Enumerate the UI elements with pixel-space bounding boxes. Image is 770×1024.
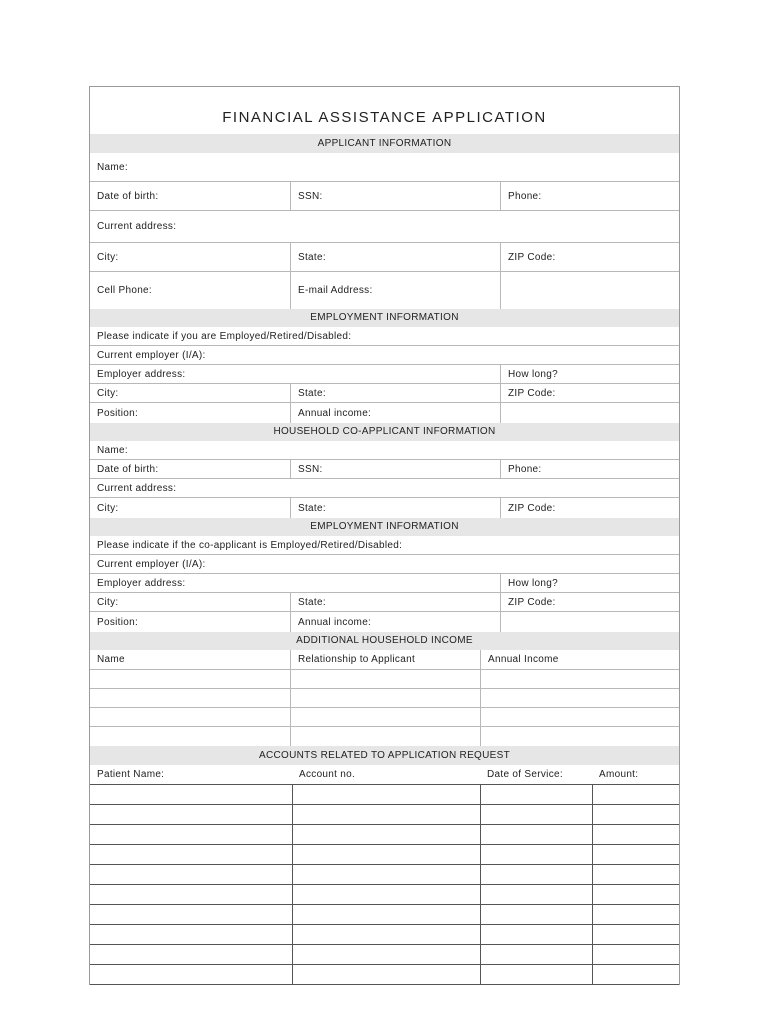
income-cell-name[interactable] bbox=[90, 689, 290, 707]
applicant-dob-field[interactable]: Date of birth: bbox=[97, 190, 159, 202]
accounts-cell-patient[interactable] bbox=[90, 805, 292, 824]
accounts-cell-amount[interactable] bbox=[592, 945, 679, 964]
accounts-cell-patient[interactable] bbox=[90, 905, 292, 924]
accounts-table-row bbox=[90, 845, 679, 865]
accounts-cell-patient[interactable] bbox=[90, 785, 292, 804]
accounts-cell-patient[interactable] bbox=[90, 865, 292, 884]
accounts-table-row bbox=[90, 925, 679, 945]
income-cell-annual[interactable] bbox=[480, 670, 679, 688]
co-position-field[interactable]: Position: bbox=[97, 616, 139, 628]
accounts-cell-date[interactable] bbox=[480, 865, 592, 884]
accounts-cell-account[interactable] bbox=[292, 965, 480, 984]
accounts-col-account: Account no. bbox=[299, 769, 356, 780]
income-cell-annual[interactable] bbox=[480, 689, 679, 707]
accounts-cell-patient[interactable] bbox=[90, 965, 292, 984]
income-col-annual: Annual Income bbox=[480, 650, 679, 669]
accounts-cell-account[interactable] bbox=[292, 845, 480, 864]
household-income-section-header: ADDITIONAL HOUSEHOLD INCOME bbox=[90, 632, 679, 650]
accounts-header-row bbox=[90, 765, 679, 785]
income-cell-relationship[interactable] bbox=[290, 708, 480, 726]
accounts-table-row bbox=[90, 905, 679, 925]
accounts-section-header: ACCOUNTS RELATED TO APPLICATION REQUEST bbox=[90, 746, 679, 765]
applicant-email-field[interactable]: E-mail Address: bbox=[290, 272, 500, 309]
applicant-state-field[interactable]: State: bbox=[290, 243, 500, 271]
income-col-relationship: Relationship to Applicant bbox=[290, 650, 480, 669]
accounts-col-amount: Amount: bbox=[599, 769, 639, 780]
accounts-cell-amount[interactable] bbox=[592, 865, 679, 884]
accounts-cell-amount[interactable] bbox=[592, 905, 679, 924]
employer-address-field[interactable]: Employer address: bbox=[97, 368, 186, 380]
accounts-cell-amount[interactable] bbox=[592, 805, 679, 824]
income-cell-annual[interactable] bbox=[480, 708, 679, 726]
accounts-cell-amount[interactable] bbox=[592, 885, 679, 904]
accounts-cell-account[interactable] bbox=[292, 825, 480, 844]
income-col-name: Name bbox=[97, 654, 125, 665]
applicant-extra-field[interactable] bbox=[500, 272, 679, 309]
applicant-phone-field[interactable]: Phone: bbox=[500, 182, 679, 210]
accounts-cell-account[interactable] bbox=[292, 885, 480, 904]
income-cell-name[interactable] bbox=[90, 708, 290, 726]
employer-city-field[interactable]: City: bbox=[97, 387, 119, 399]
accounts-col-patient: Patient Name: bbox=[97, 769, 165, 780]
accounts-table-row bbox=[90, 965, 679, 985]
applicant-ssn-field[interactable]: SSN: bbox=[290, 182, 500, 210]
accounts-cell-account[interactable] bbox=[292, 945, 480, 964]
how-long-field[interactable]: How long? bbox=[500, 365, 679, 383]
co-employer-city-field[interactable]: City: bbox=[97, 596, 119, 608]
accounts-cell-date[interactable] bbox=[480, 785, 592, 804]
employer-state-field[interactable]: State: bbox=[290, 384, 500, 402]
coapplicant-phone-field[interactable]: Phone: bbox=[500, 460, 679, 478]
employment-status-field[interactable]: Please indicate if you are Employed/Retired/Disabled: bbox=[97, 330, 352, 342]
applicant-zip-field[interactable]: ZIP Code: bbox=[500, 243, 679, 271]
accounts-table-body bbox=[90, 785, 679, 985]
accounts-cell-date[interactable] bbox=[480, 925, 592, 944]
accounts-cell-date[interactable] bbox=[480, 825, 592, 844]
co-employment-section-header: EMPLOYMENT INFORMATION bbox=[90, 518, 679, 536]
accounts-table-row bbox=[90, 785, 679, 805]
income-cell-annual[interactable] bbox=[480, 727, 679, 746]
accounts-cell-account[interactable] bbox=[292, 905, 480, 924]
accounts-cell-patient[interactable] bbox=[90, 825, 292, 844]
annual-income-field[interactable]: Annual income: bbox=[290, 403, 500, 423]
applicant-address-field[interactable]: Current address: bbox=[97, 221, 177, 232]
accounts-cell-account[interactable] bbox=[292, 805, 480, 824]
accounts-table-row bbox=[90, 865, 679, 885]
current-employer-field[interactable]: Current employer (I/A): bbox=[97, 349, 206, 361]
income-cell-relationship[interactable] bbox=[290, 670, 480, 688]
co-position-extra-field[interactable] bbox=[500, 612, 679, 632]
income-cell-name[interactable] bbox=[90, 727, 290, 746]
application-form bbox=[89, 86, 680, 985]
accounts-cell-patient[interactable] bbox=[90, 885, 292, 904]
accounts-cell-date[interactable] bbox=[480, 885, 592, 904]
co-employer-state-field[interactable]: State: bbox=[290, 593, 500, 611]
accounts-table-row bbox=[90, 945, 679, 965]
co-current-employer-field[interactable]: Current employer (I/A): bbox=[97, 558, 206, 570]
accounts-cell-account[interactable] bbox=[292, 925, 480, 944]
accounts-cell-amount[interactable] bbox=[592, 925, 679, 944]
employment-section-header: EMPLOYMENT INFORMATION bbox=[90, 309, 679, 327]
accounts-col-date: Date of Service: bbox=[487, 769, 563, 780]
form-title: FINANCIAL ASSISTANCE APPLICATION bbox=[222, 109, 547, 126]
accounts-cell-patient[interactable] bbox=[90, 845, 292, 864]
accounts-cell-amount[interactable] bbox=[592, 825, 679, 844]
co-employer-address-field[interactable]: Employer address: bbox=[97, 577, 186, 589]
accounts-cell-date[interactable] bbox=[480, 805, 592, 824]
accounts-cell-amount[interactable] bbox=[592, 845, 679, 864]
income-cell-name[interactable] bbox=[90, 670, 290, 688]
coapplicant-section-header: HOUSEHOLD CO-APPLICANT INFORMATION bbox=[90, 423, 679, 441]
applicant-section-header: APPLICANT INFORMATION bbox=[90, 134, 679, 153]
accounts-cell-date[interactable] bbox=[480, 945, 592, 964]
income-cell-relationship[interactable] bbox=[290, 689, 480, 707]
accounts-cell-date[interactable] bbox=[480, 965, 592, 984]
position-extra-field[interactable] bbox=[500, 403, 679, 423]
household-income-header-row bbox=[90, 650, 679, 670]
applicant-cell-phone-field[interactable]: Cell Phone: bbox=[97, 285, 152, 296]
accounts-cell-patient[interactable] bbox=[90, 945, 292, 964]
income-cell-relationship[interactable] bbox=[290, 727, 480, 746]
accounts-cell-date[interactable] bbox=[480, 905, 592, 924]
accounts-cell-patient[interactable] bbox=[90, 925, 292, 944]
coapplicant-city-field[interactable]: City: bbox=[97, 502, 119, 514]
income-table-row bbox=[90, 670, 679, 689]
applicant-city-field[interactable]: City: bbox=[97, 251, 119, 263]
income-table-row bbox=[90, 727, 679, 746]
accounts-cell-amount[interactable] bbox=[592, 965, 679, 984]
position-field[interactable]: Position: bbox=[97, 407, 139, 419]
income-table-row bbox=[90, 708, 679, 727]
accounts-cell-date[interactable] bbox=[480, 845, 592, 864]
accounts-cell-amount[interactable] bbox=[592, 785, 679, 804]
co-annual-income-field[interactable]: Annual income: bbox=[290, 612, 500, 632]
employer-zip-field[interactable]: ZIP Code: bbox=[500, 384, 679, 402]
coapplicant-name-field[interactable]: Name: bbox=[97, 444, 128, 456]
applicant-name-field[interactable]: Name: bbox=[97, 161, 128, 173]
accounts-table-row bbox=[90, 825, 679, 845]
accounts-table-row bbox=[90, 885, 679, 905]
coapplicant-address-field[interactable]: Current address: bbox=[97, 482, 177, 494]
coapplicant-state-field[interactable]: State: bbox=[290, 498, 500, 518]
income-table-row bbox=[90, 689, 679, 708]
coapplicant-zip-field[interactable]: ZIP Code: bbox=[500, 498, 679, 518]
co-how-long-field[interactable]: How long? bbox=[500, 574, 679, 592]
co-employment-status-field[interactable]: Please indicate if the co-applicant is Employed/Retired/Disabled: bbox=[97, 539, 403, 551]
coapplicant-ssn-field[interactable]: SSN: bbox=[290, 460, 500, 478]
co-employer-zip-field[interactable]: ZIP Code: bbox=[500, 593, 679, 611]
accounts-cell-account[interactable] bbox=[292, 865, 480, 884]
accounts-table-row bbox=[90, 805, 679, 825]
accounts-cell-account[interactable] bbox=[292, 785, 480, 804]
coapplicant-dob-field[interactable]: Date of birth: bbox=[97, 463, 159, 475]
